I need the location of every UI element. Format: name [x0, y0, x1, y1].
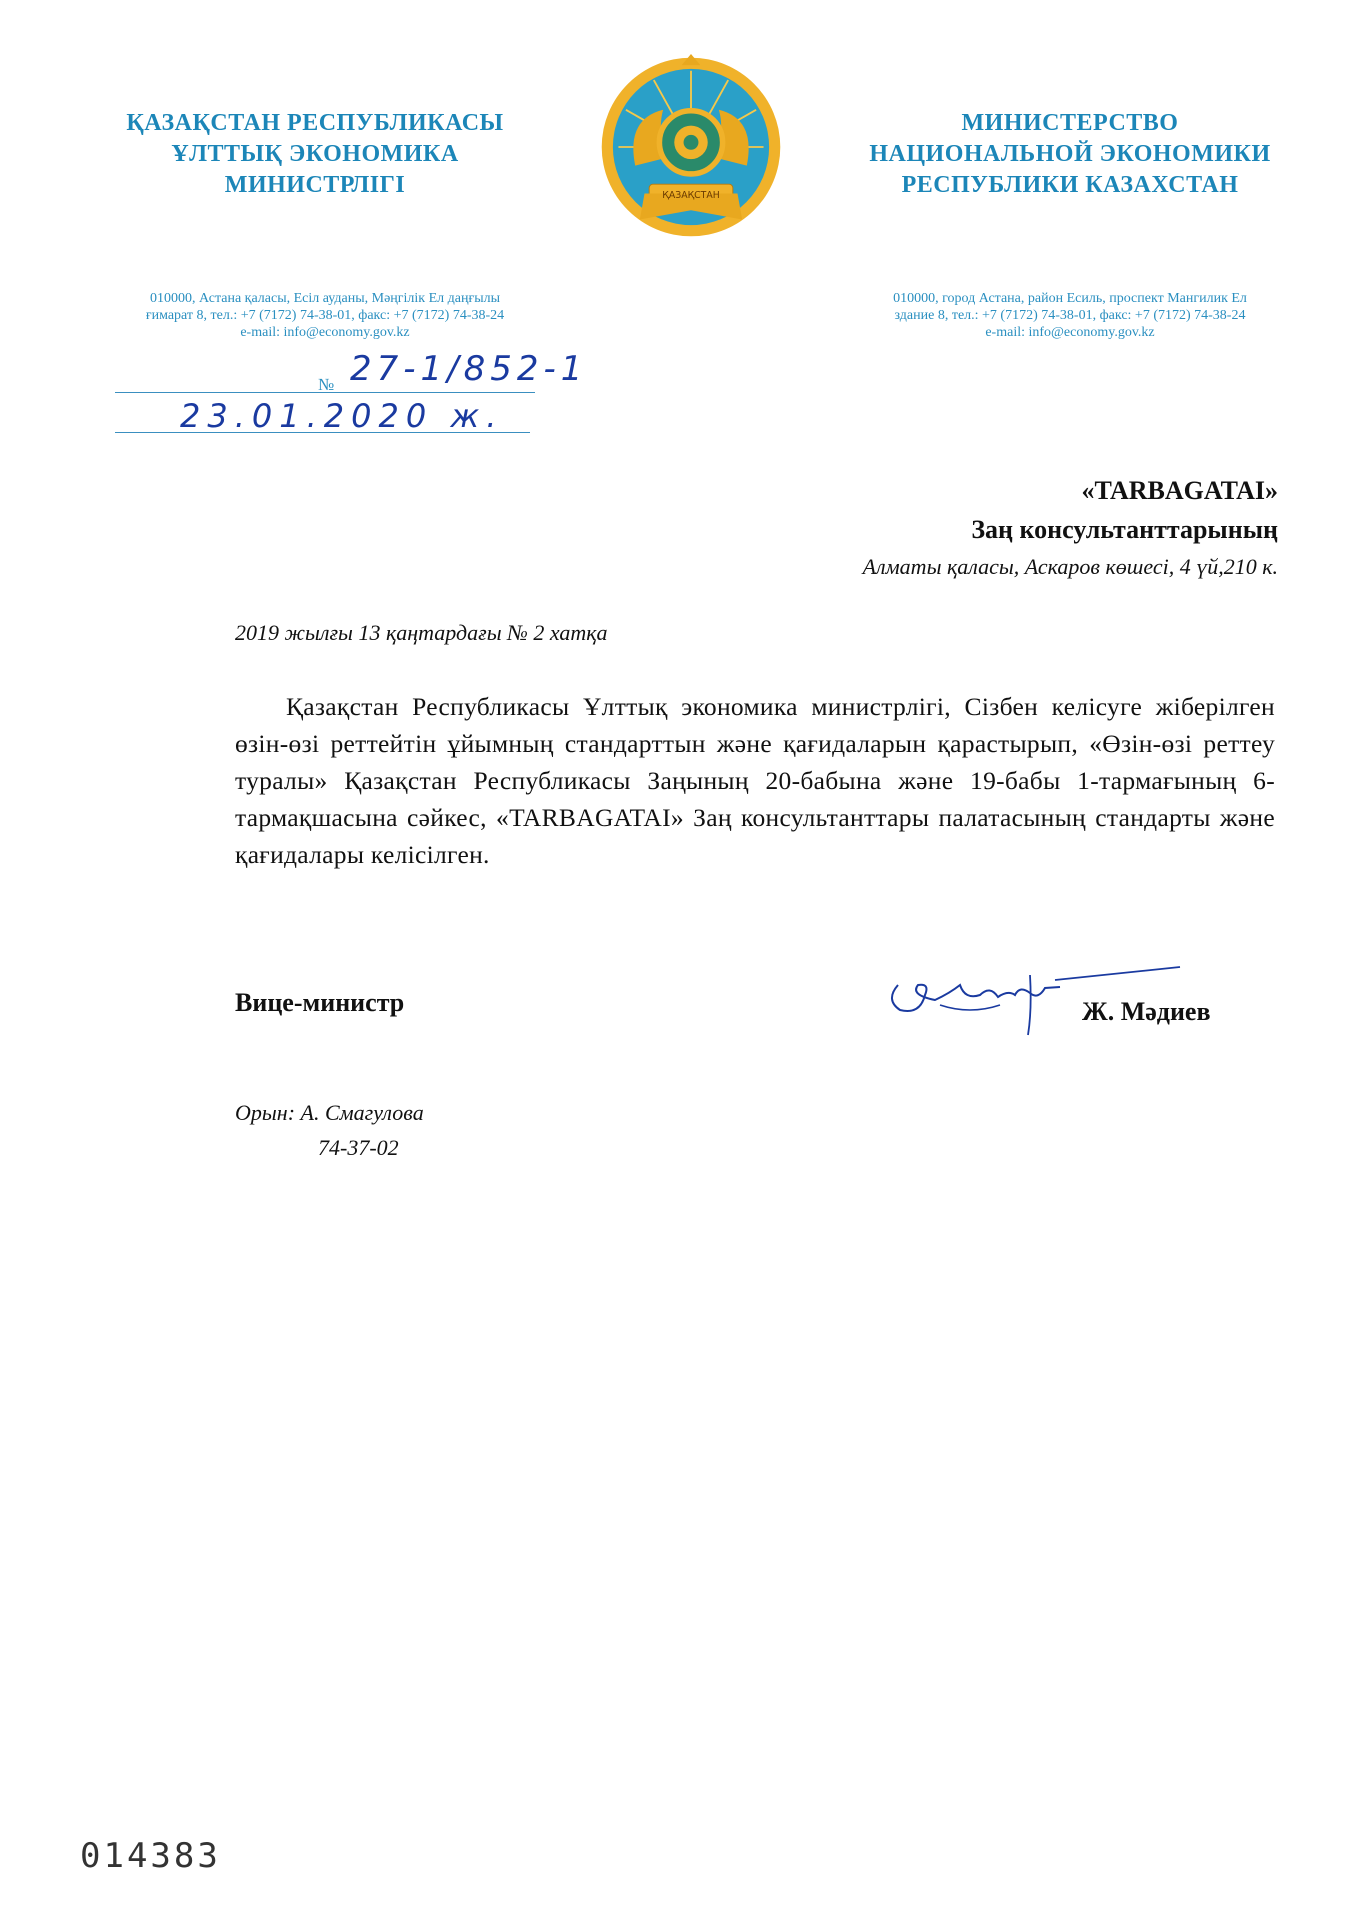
- letterhead-right-line: МИНИСТЕРСТВО: [961, 110, 1179, 136]
- reference-line: 2019 жылғы 13 қаңтардағы № 2 хатқа: [235, 620, 608, 645]
- letterhead-left-line: ҰЛТТЫҚ ЭКОНОМИКА: [171, 141, 459, 167]
- address-line: ғимарат 8, тел.: +7 (7172) 74-38-01, факс: +7 (7172) 74-38-24: [145, 308, 505, 323]
- letterhead-right-address: [820, 290, 1320, 341]
- address-line: e-mail: info@economy.gov.kz: [985, 325, 1155, 340]
- letterhead-right-title: [840, 108, 1300, 201]
- registration-number-label: №: [318, 375, 335, 394]
- executor-name: Орын: А. Смагулова: [235, 1100, 424, 1125]
- executor-phone: 74-37-02: [318, 1135, 399, 1160]
- registration-date: 23.01.2020 ж.: [180, 397, 504, 435]
- letterhead-left-title: [100, 108, 530, 201]
- signatory-name: Ж. Мәдиев: [1082, 997, 1211, 1026]
- addressee-name: Заң консультанттарының: [971, 515, 1278, 544]
- letterhead-left-address: [80, 290, 570, 341]
- letterhead-right-line: РЕСПУБЛИКИ КАЗАХСТАН: [901, 172, 1239, 198]
- address-line: здание 8, тел.: +7 (7172) 74-38-01, факс: +7 (7172) 74-38-24: [894, 308, 1246, 323]
- letterhead-left-line: ҚАЗАҚСТАН РЕСПУБЛИКАСЫ: [126, 110, 504, 136]
- addressee-organization: «TARBAGATAI»: [1081, 476, 1278, 505]
- addressee-address: Алматы қаласы, Аскаров көшесі, 4 үй,210 к.: [862, 554, 1278, 579]
- letterhead-left-line: МИНИСТРЛІГІ: [224, 172, 406, 198]
- registration-number: 27-1/852-1: [350, 349, 588, 389]
- address-line: 010000, город Астана, район Есиль, проспект Мангилик Ел: [893, 291, 1247, 306]
- emblem-label: ҚАЗАҚСТАН: [662, 190, 720, 202]
- state-emblem-icon: [598, 54, 784, 240]
- address-line: e-mail: info@economy.gov.kz: [240, 325, 410, 340]
- form-serial-number: 014383: [80, 1836, 221, 1876]
- letter-body: Қазақстан Республикасы Ұлттық экономика министрлігі, Сізбен келісуге жіберілген өзін-өзі реттейтін ұйымның стандарттын және қағидаларын қарастырып, «Өзін-өзі реттеу туралы» Қазақстан Республикасы Заңының 20-бабына және 19-бабы 1-тармағының 6-тармақшасына сәйкес, «TARBAGATAI» Заң консультанттары палатасының стандарты және қағидалары келісілген.: [235, 692, 1275, 869]
- address-line: 010000, Астана қаласы, Есіл ауданы, Мәңгілік Ел даңғылы: [149, 291, 500, 306]
- signatory-title: Вице-министр: [235, 988, 405, 1017]
- letterhead-right-line: НАЦИОНАЛЬНОЙ ЭКОНОМИКИ: [869, 141, 1271, 167]
